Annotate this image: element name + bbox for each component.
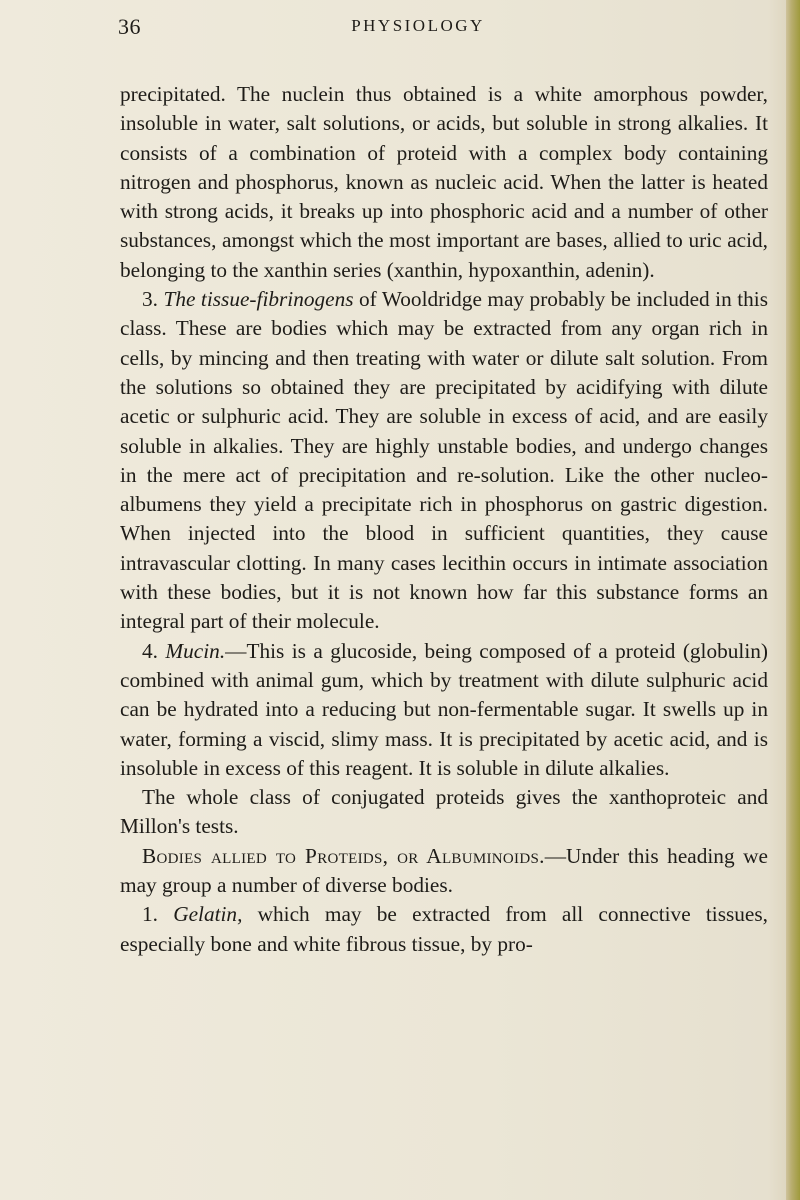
paragraph-mucin [120, 637, 768, 783]
paragraph-albuminoids [120, 842, 768, 901]
page-edge [786, 0, 800, 1200]
item-term: The tissue-fibrinogens [163, 287, 354, 312]
paragraph-text: precipitated. The nuclein thus obtained is a white amorphous powder, insoluble in water, salt solutions, or acids, but soluble in strong alkalies. It consists of a combination of proteid with a complex body containing nitrogen and phosphorus, known as nucleic acid. When the latter is heated with strong acids, it breaks up into phosphoric acid and a number of other substances, amongst which the most important are bases, allied to uric acid, belonging to the xanthin series (xanthin, hypoxanthin, adenin). [120, 82, 768, 282]
paragraph-text: —Under this heading we may group a number of diverse bodies. [120, 843, 769, 898]
paragraph-gelatin [120, 900, 768, 959]
body-text [120, 80, 768, 959]
running-head: PHYSIOLOGY [351, 16, 485, 35]
page-number: 36 [118, 14, 141, 39]
paragraph-conjugated-proteids [120, 783, 768, 842]
item-number: 1. [142, 902, 158, 927]
paragraph-tissue-fibrinogens [120, 285, 768, 637]
paragraph-text: —This is a glucoside, being composed of a proteid (globulin) combined with animal gum, which by treatment with dilute sulphuric acid can be hydrated into a reducing but non-fermentable sugar. It swells up in water, forming a viscid, slimy mass. It is precipitated by acetic acid, and is insoluble in excess of this reagent. It is soluble in dilute alkalies. [120, 638, 768, 780]
paragraph-nuclein [120, 80, 768, 285]
page-header [118, 14, 718, 48]
item-number: 3. [142, 287, 158, 312]
section-heading: Bodies allied to Proteids, or Albuminoids. [142, 843, 545, 868]
paragraph-text: which may be extracted from all connective tissues, especially bone and white fibrous tissue, by pro- [120, 902, 768, 956]
item-term: Gelatin, [173, 902, 243, 927]
paragraph-text: The whole class of conjugated proteids gives the xanthoproteic and Millon's tests. [120, 785, 768, 839]
paragraph-text: of Wooldridge may probably be included in this class. These are bodies which may be extracted from any organ rich in cells, by mincing and then treating with water or dilute salt solution. From the solutions so obtained they are precipitated by acidifying with dilute acetic or sulphuric acid. They are soluble in excess of acid, and are easily soluble in alkalies. They are highly unstable bodies, and undergo changes in the mere act of precipitation and re-solution. Like the other nucleo-albumens they yield a precipitate rich in phosphorus on gastric digestion. When injected into the blood in sufficient quantities, they cause intravascular clotting. In many cases lecithin occurs in intimate association with these bodies, but it is not known how far this substance forms an integral part of their molecule. [120, 287, 768, 634]
item-term: Mucin. [165, 638, 226, 663]
item-number: 4. [142, 638, 158, 663]
